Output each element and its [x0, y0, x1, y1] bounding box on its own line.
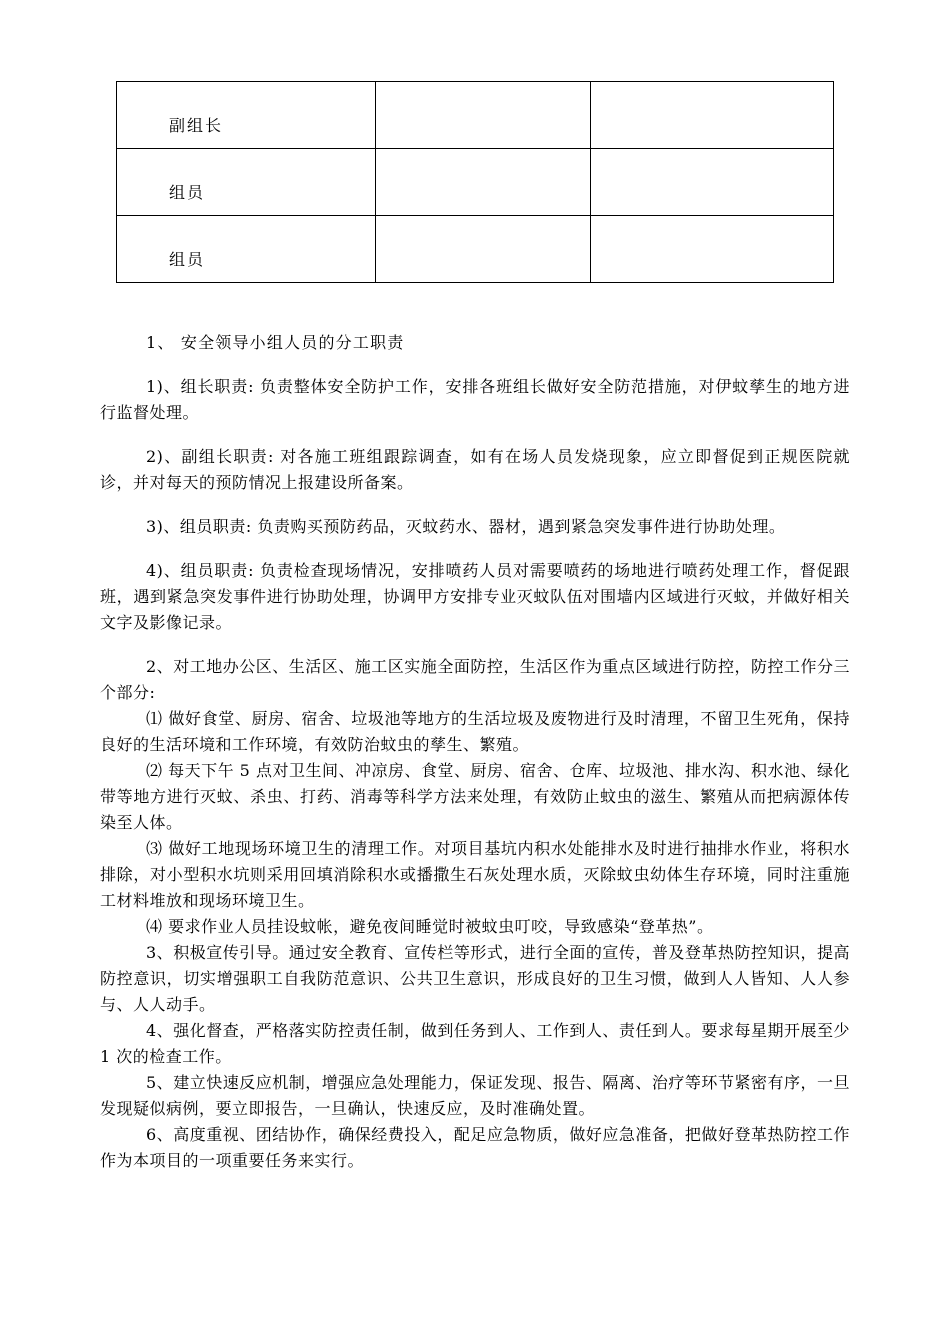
section-heading-1: 1、 安全领导小组人员的分工职责 [146, 333, 405, 352]
role-cell [117, 82, 376, 149]
contact-cell [591, 82, 834, 149]
name-cell [376, 149, 591, 216]
section-heading-2: 2、对工地办公区、生活区、施工区实施全面防控，生活区作为重点区域进行防控，防控工作分三个部分: [100, 657, 850, 702]
role-label: 组员 [169, 183, 206, 202]
name-cell [376, 216, 591, 283]
role-cell [117, 149, 376, 216]
section-point-3: 3、积极宣传引导。通过安全教育、宣传栏等形式，进行全面的宣传，普及登革热防控知识，提高防控意识，切实增强职工自我防范意识、公共卫生意识，形成良好的卫生习惯，做到人人皆知、人人参与、人人动手。 [100, 943, 850, 1014]
section-point-4: 4、强化督查，严格落实防控责任制，做到任务到人、工作到人、责任到人。要求每星期开展至少 1 次的检查工作。 [100, 1021, 850, 1066]
prevention-item-4: ⑷ 要求作业人员挂设蚊帐，避免夜间睡觉时被蚊虫叮咬，导致感染“登革热”。 [146, 917, 714, 936]
section-point-5: 5、建立快速反应机制，增强应急处理能力，保证发现、报告、隔离、治疗等环节紧密有序，一旦发现疑似病例，要立即报告，一旦确认，快速反应，及时准确处置。 [100, 1073, 850, 1118]
role-cell [117, 216, 376, 283]
table-row [117, 149, 834, 216]
prevention-item-3: ⑶ 做好工地现场环境卫生的清理工作。对项目基坑内积水处能排水及时进行抽排水作业，将积水排除，对小型积水坑则采用回填消除积水或播撒生石灰处理水质，灭除蚊虫幼体生存环境，同时注重施工材料堆放和现场环境卫生。 [100, 839, 850, 910]
prevention-item-2: ⑵ 每天下午 5 点对卫生间、冲凉房、食堂、厨房、宿舍、仓库、垃圾池、排水沟、积水池、绿化带等地方进行灭蚊、杀虫、打药、消毒等科学方法来处理，有效防止蚊虫的滋生、繁殖从而把病源体传染至人体。 [100, 761, 850, 832]
duty-paragraph-4: 4)、组员职责: 负责检查现场情况，安排喷药人员对需要喷药的场地进行喷药处理工作，督促跟班，遇到紧急突发事件进行协助处理，协调甲方安排专业灭蚊队伍对围墙内区域进行灭蚊，并做好相关文字及影像记录。 [100, 561, 850, 632]
staff-table [116, 81, 834, 283]
prevention-item-1: ⑴ 做好食堂、厨房、宿舍、垃圾池等地方的生活垃圾及废物进行及时清理，不留卫生死角，保持良好的生活环境和工作环境，有效防治蚊虫的孳生、繁殖。 [100, 709, 850, 754]
duty-paragraph-3: 3)、组员职责: 负责购买预防药品，灭蚊药水、器材，遇到紧急突发事件进行协助处理。 [146, 517, 786, 536]
name-cell [376, 82, 591, 149]
table-row [117, 216, 834, 283]
contact-cell [591, 149, 834, 216]
duty-paragraph-2: 2)、副组长职责: 对各施工班组跟踪调查，如有在场人员发烧现象，应立即督促到正规医院就诊，并对每天的预防情况上报建设所备案。 [100, 447, 850, 492]
role-label: 副组长 [169, 116, 224, 135]
document-body [100, 330, 850, 1174]
contact-cell [591, 216, 834, 283]
duty-paragraph-1: 1)、组长职责: 负责整体安全防护工作，安排各班组长做好安全防范措施，对伊蚊孳生的地方进行监督处理。 [100, 377, 850, 422]
role-label: 组员 [169, 250, 206, 269]
table-row [117, 82, 834, 149]
section-point-6: 6、高度重视、团结协作，确保经费投入，配足应急物质，做好应急准备，把做好登革热防控工作作为本项目的一项重要任务来实行。 [100, 1125, 850, 1170]
